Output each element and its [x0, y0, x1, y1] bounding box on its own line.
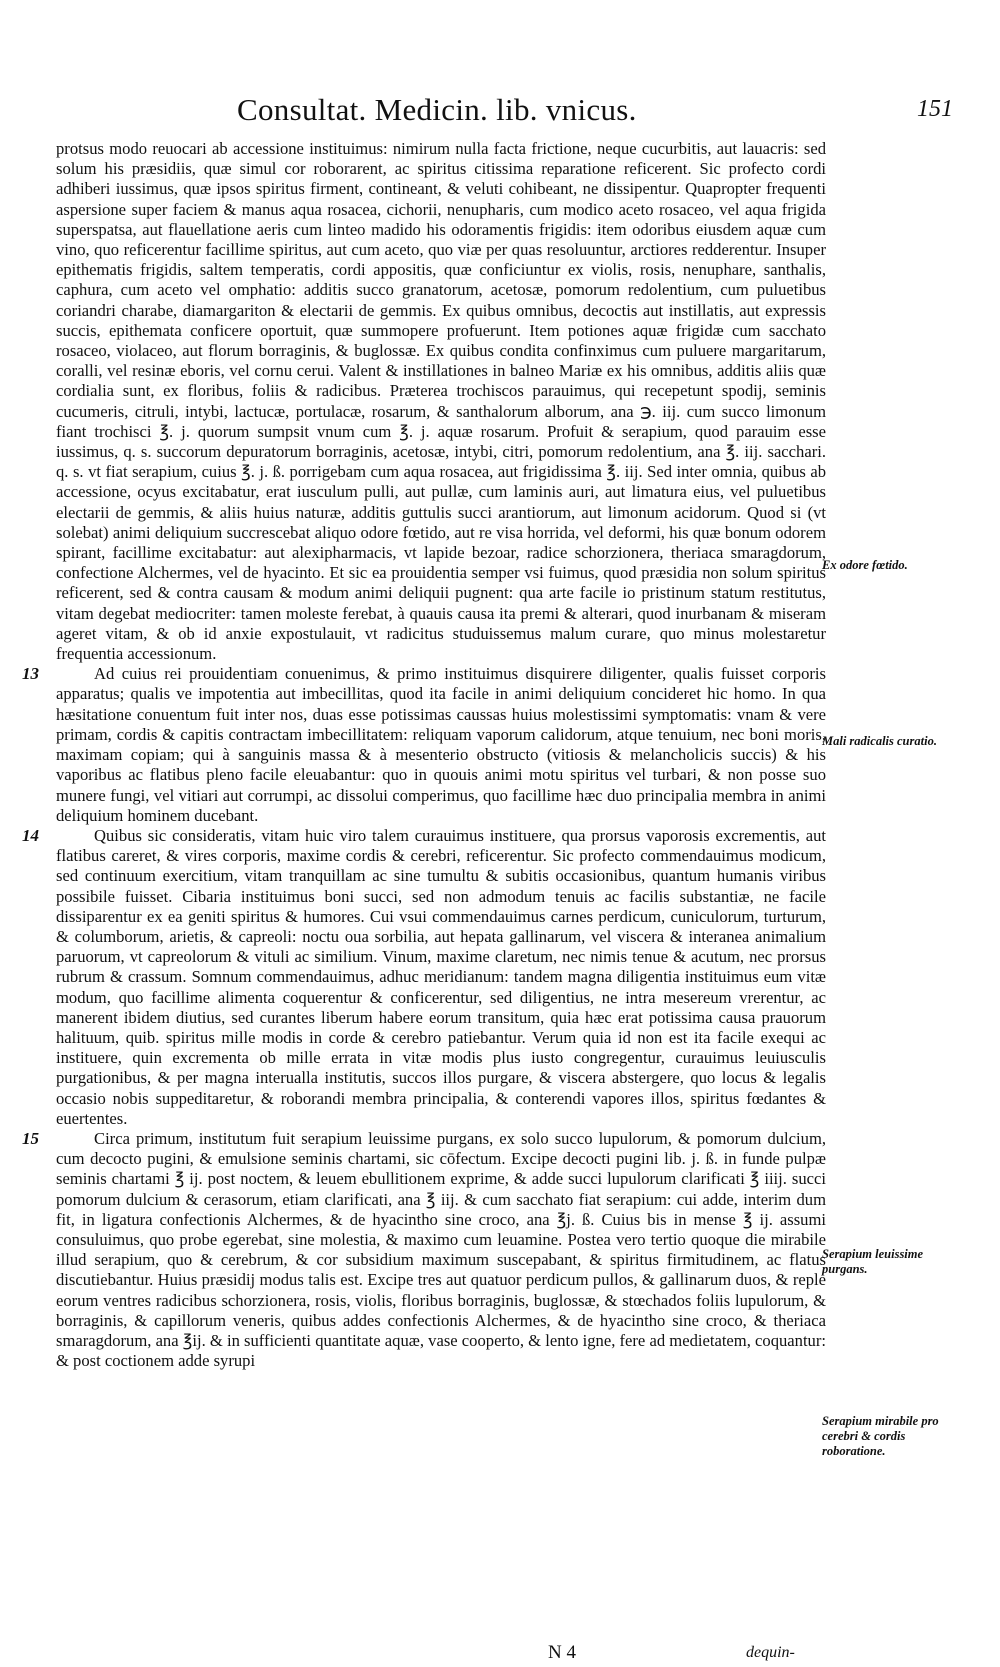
paragraph-14 [22, 825, 826, 1129]
paragraph-13-text: Ad cuius rei prouidentiam conuenimus, & primo instituimus disquirere diligenter, qualis fuisset corporis apparatus; qualis ve impotentia aut imbecillitas, quod ita facile in animi deliquium concideret hic homo. In qua hæsitatione conuentum fuit inter nos, duas esse potissimas caussas huius molestissimi symptomatis: vnam & vere primam, cordis & capitis contractam imbecillitatem: reliquam vaporum calidorum, atque tenuium, nec boni moris, maximam copiam; qui à sanguinis massa & à mesenterio obstructo (vitiosis & melancholicis succis) & his vaporibus ac flatibus pleno facile eleuabantur: quo in quouis animi motu spiritus vel turbari, & non posse suo munere fungi, vel vitiari aut corrumpi, ac dissolui comperimus, quo facillime hæc duo principalia membra in animi deliquium hominem ducebant. [56, 664, 826, 825]
margin-note-odore: Ex odore fœtido. [822, 558, 908, 572]
catchword: dequin- [746, 1644, 795, 1661]
signature-mark: N 4 [548, 1642, 576, 1663]
page-number: 151 [917, 96, 953, 122]
paragraph-15-text: Circa primum, institutum fuit serapium leuissime purgans, ex solo succo lupulorum, & pomorum dulcium, cum decocto pugini, & emulsione seminis chartami, sic cōfectum. Excipe decocti pugini lib. j. ß. in funde pulpæ seminis chartami ℥ ij. post noctem, & leuem ebullitionem exprime, & adde succi lupulorum clarificati ℥ iiij. succi pomorum dulcium & cerasorum, etiam clarificati, ana ℥ iij. & cum sacchato fiat serapium: cui adde, interim dum fit, in ligatura confectionis Alchermes, & de hyacintho sine croco, ana ℥j. ß. Cuius bis in mense ℥ ij. assumi consuluimus, quo probe egerebat, sine molestia, & maximo cum leuamine. Postea vero tertio quoque die mirabile illud serapium, quo & cerebrum, & cor subsidium maximum suscepabant, & spiritus firmitudinem, ac flatus discutiebantur. Huius præsidij modus talis est. Excipe tres aut quatuor perdicum pullos, & gallinarum duos, & reple eorum ventres radicibus schorzionera, rosis, violis, floribus borraginis, buglossæ, & stœchados foliis lupulorum, & borraginis, & capillorum veneris, quibus addes confectionis Alchermes, & de hyacintho sine croco, & theriaca smaragdorum, ana ℥ij. & in sufficienti quantitate aquæ, vase cooperto, & lento igne, fere ad medietatem, coquantur: & post coctionem adde syrupi [56, 1128, 826, 1371]
margin-note-serapium-mirabile: Serapium mirabile pro cerebri & cordis roboratione. [822, 1414, 939, 1458]
margin-note-curatio: Mali radicalis curatio. [822, 734, 937, 748]
main-text [22, 139, 826, 1371]
page-footer [0, 1642, 1000, 1666]
running-header [0, 88, 1000, 132]
margin-note-serapium-purgans: Serapium leuissime purgans. [822, 1247, 924, 1276]
paragraph-number-15: 15 [22, 1128, 39, 1148]
running-title: Consultat. Medicin. lib. vnicus. [237, 92, 637, 127]
paragraph-number-14: 14 [22, 825, 39, 845]
paragraph-15 [22, 1128, 826, 1371]
paragraph-14-text: Quibus sic consideratis, vitam huic viro talem curauimus instituere, qua prorsus vaporosis excrementis, aut flatibus careret, & vires corporis, maxime cordis & cerebri, reficerentur. Sic profecto commendauimus modicum, sed continuum exercitium, vitam tranquillam ac sine tumultu & subitis occasionibus, quantum humanis viribus possibile fuisset. Cibaria instituimus boni succi, sed non admodum tenuis ac facilis substantiæ, ne facile dissiparentur ex ea geniti spiritus & humores. Cui vsui commendauimus carnes perdicum, cuniculorum, turturum, & columborum, arietis, & capreoli: noctu oua sorbilia, aut hepata gallinarum, vel viscera & interanea animalium paruorum, vt capreolorum & vituli ac similium. Vinum, maxime claretum, nec nimis tenue & acutum, nec prorsus rubrum & crassum. Somnum commendauimus, adhuc meridianum: tandem magna diligentia instituimus eum vitæ modum, quo facillime alimenta coquerentur & conficerentur, sed diligentius, ne intra mesereum vrerentur, ac manerent ibidem diutius, sed curantes liberum habere eorum transitum, quia hæc erat potissima causa prauorum halituum, quib. spiritus mille modis in corde & cerebro patiebantur. Verum quia id non est ita facile exequi ac instituere, quin excrementa ob mille errata in vitæ modis plus iusto congregentur, curauimus leuiusculis purgationibus, & per magna interualla institutis, succos illos purgare, & viscera abstergere, quo locus & legalis occasio nobis suppeditaretur, & roborandi membra principalia, & conterendi vapores illos, spiritus fœdantes & euertentes. [56, 825, 826, 1128]
paragraph-number-13: 13 [22, 664, 39, 684]
paragraph-13 [22, 664, 826, 826]
paragraph-continuation: protsus modo reuocari ab accessione instituimus: nimirum nulla facta frictione, neque cucurbitis, aut lauacris: sed solum his præsidiis, quæ simul cor roborarent, ac spiritus citissima reparatione reficerent. Sic profecto cordi adhiberi iussimus, quæ ipsos spiritus firment, contineant, & veluti cohibeant, ne dissipentur. Quapropter frequenti aspersione super faciem & manus aqua rosacea, cichorii, nenupharis, cum modico aceto rosaceo, vel aqua frigida superspatsa, aut flauellatione aeris cum linteo madido his odoramentis frigidis: item odoribus eiusdem aquæ cum vino, quo reficerentur facillime spiritus, aut cum aceto, quo viæ per quas resoluuntur, arctiores redderentur. Insuper epithematis frigidis, saltem temperatis, cordi appositis, quæ conficiuntur ex violis, rosis, nenuphare, santhalis, caphura, cum aceto vel omphatio: additis succo granatorum, acetosæ, pomorum redolentium, cum puluetibus coriandri charabe, diamargariton & electarii de gemmis. Ex quibus omnibus, decoctis aut instillatis, aut expressis succis, epithemata conficere oportuit, quæ summopere profuerunt. Item potiones aquæ frigidæ cum sacchato rosaceo, violaceo, aut florum borraginis, & buglossæ. Ex quibus condita confinximus cum puluere margaritarum, coralli, vel resinæ eboris, vel cornu cerui. Valent & instillationes in balneo Mariæ ex his omnibus, additis aliis quæ cordialia sunt, ex floribus, foliis & radicibus. Præterea trochiscos parauimus, qui recepetunt spodij, seminis cucumeris, citruli, intybi, lactucæ, portulacæ, rosarum, & santhalorum alborum, ana ℈. iij. cum succo limonum fiant trochisci ℥. j. quorum sumpsit vnum cum ℥. j. aquæ rosarum. Profuit & serapium, quod parauim esse iussimus, q. s. succorum depuratorum borraginis, acetosæ, intybi, citri, pomorum redolentium, ana ℥. iij. sacchari. q. s. vt fiat serapium, cuius ℥. j. ß. porrigebam cum aqua rosacea, aut frigidissima ℥. iij. Sed inter omnia, quibus ab accessione, ocyus excitabatur, erat iusculum pulli, aut pullæ, cum laminis auri, aut limatura eius, vel puluetibus electarii de gemmis, & aliis huius naturæ, additis guttulis succi arantiorum, aut limonum acidorum. Quod si (vt solebat) animi deliquium succrescebat aliquo odore fœtido, aut re visa horrida, vel deformi, his quæ bonum odorem spirant, facillime excitabatur: aut alexipharmacis, vt lapide bezoar, radice schorzionera, theriaca smaragdorum, confectione Alchermes, vel de hyacinto. Et sic ea prouidentia semper vsi fuimus, quod præsidia non solum spiritus reficerent, sed & contra causam & modum animi deliquii pugnent: qua arte facile io pristinum statum restitutus, vitam degebat mediocriter: tamen moleste ferebat, à quauis causa ita premi & alterari, quod inurbanam & miseram ageret vitam, & ob id anxie expostulauit, vt radicitus studuissemus malum curare, quo minus molestaretur frequentia accessionum. [56, 139, 826, 664]
